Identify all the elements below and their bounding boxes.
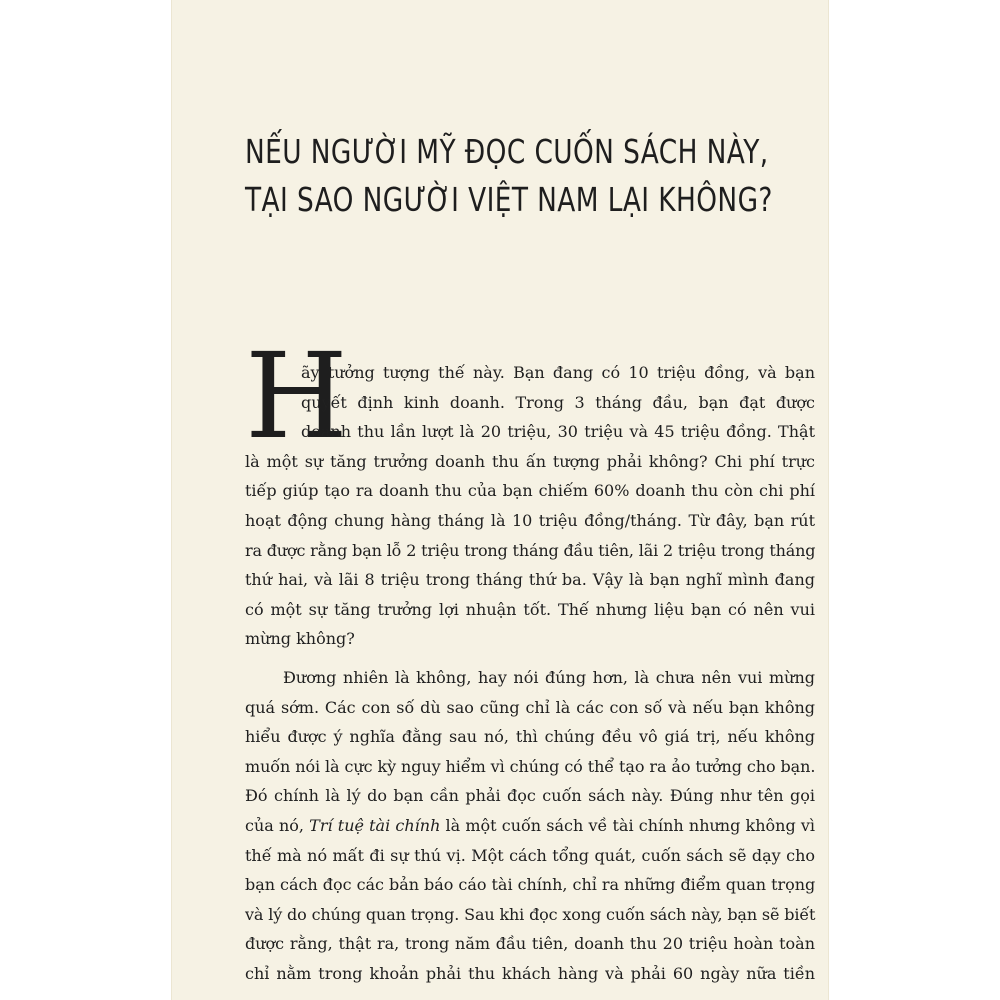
paragraph-1 (245, 358, 815, 654)
text-line: mừng không? (245, 629, 355, 649)
text-line: chỉ nằm trong khoản phải thu khách hàng và phải 60 ngày nữa tiền (245, 963, 815, 983)
text-line: ãy tưởng tượng thế này. Bạn đang có 10 triệu đồng, và bạn (301, 363, 815, 382)
chapter-heading (245, 128, 805, 224)
text-line: hiểu được ý nghĩa đằng sau nó, thì chúng đều vô giá trị, nếu không (245, 727, 815, 747)
text-line: và lý do chúng quan trọng. Sau khi đọc xong cuốn sách này, bạn sẽ biết (245, 904, 816, 924)
text-line: ra được rằng bạn lỗ 2 triệu trong tháng đầu tiên, lãi 2 triệu trong tháng (245, 540, 816, 560)
text-line: doanh thu lần lượt là 20 triệu, 30 triệu và 45 triệu đồng. Thật (301, 422, 815, 442)
text-line: muốn nói là cực kỳ nguy hiểm vì chúng có thể tạo ra ảo tưởng cho bạn. (245, 756, 816, 776)
text-line: Đó chính là lý do bạn cần phải đọc cuốn sách này. Đúng như tên gọi (245, 786, 815, 806)
text-line: hoạt động chung hàng tháng là 10 triệu đồng/tháng. Từ đây, bạn rút (245, 510, 815, 530)
text-line: quyết định kinh doanh. Trong 3 tháng đầu, bạn đạt được (301, 392, 815, 412)
text-fragment: là một cuốn sách về tài chính nhưng không vì (445, 815, 816, 835)
text-line: thứ hai, và lãi 8 triệu trong tháng thứ ba. Vậy là bạn nghĩ mình đang (245, 570, 815, 590)
paragraph-2 (245, 663, 815, 989)
heading-line-1: NẾU NGƯỜI MỸ ĐỌC CUỐN SÁCH NÀY, (245, 132, 769, 171)
drop-cap: H (245, 327, 348, 465)
text-line (245, 811, 815, 841)
text-line: quá sớm. Các con số dù sao cũng chỉ là các con số và nếu bạn không (245, 697, 815, 717)
text-line: thế mà nó mất đi sự thú vị. Một cách tổng quát, cuốn sách sẽ dạy cho (245, 845, 815, 865)
heading-line-2: TẠI SAO NGƯỜI VIỆT NAM LẠI KHÔNG? (245, 180, 773, 219)
text-line: là một sự tăng trưởng doanh thu ấn tượng phải không? Chi phí trực (245, 451, 815, 471)
text-fragment: của nó, (245, 815, 304, 835)
text-line: bạn cách đọc các bản báo cáo tài chính, chỉ ra những điểm quan trọng (245, 875, 816, 895)
text-line: được rằng, thật ra, trong năm đầu tiên, doanh thu 20 triệu hoàn toàn (245, 934, 815, 954)
text-line: Đương nhiên là không, hay nói đúng hơn, là chưa nên vui mừng (283, 667, 815, 687)
body-text (245, 358, 815, 988)
text-line: tiếp giúp tạo ra doanh thu của bạn chiếm 60% doanh thu còn chi phí (245, 481, 815, 501)
text-line: có một sự tăng trưởng lợi nhuận tốt. Thế nhưng liệu bạn có nên vui (245, 599, 815, 619)
book-title: Trí tuệ tài chính (309, 815, 441, 835)
